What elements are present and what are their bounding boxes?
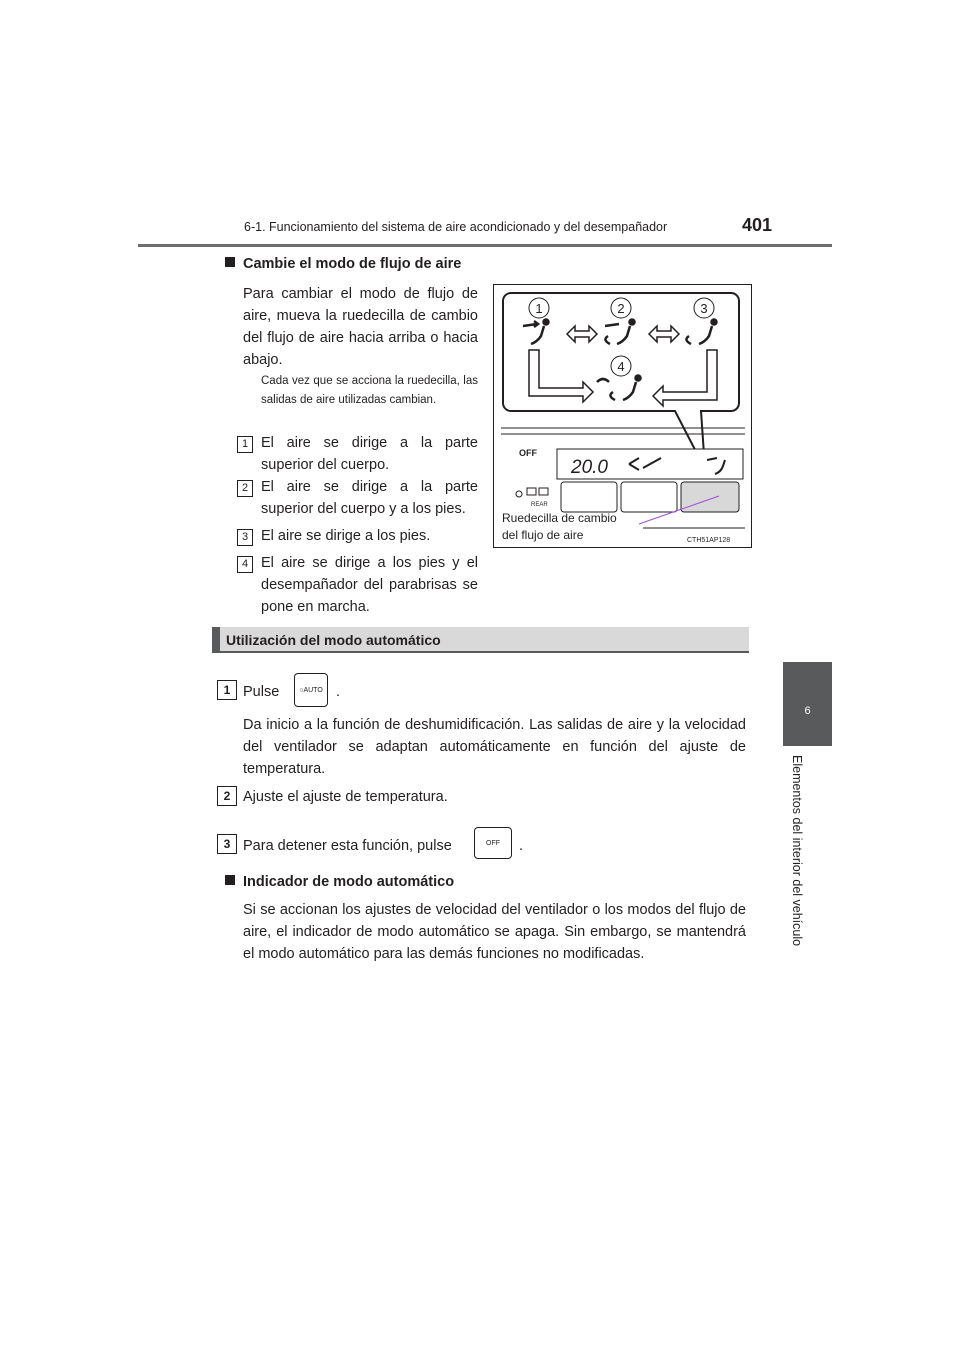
off-button-label: OFF bbox=[486, 839, 500, 847]
item-number-2: 2 bbox=[237, 480, 253, 497]
square-bullet-icon bbox=[225, 875, 235, 885]
airflow-mode-heading bbox=[225, 256, 461, 272]
chapter-label: Elementos del interior del vehículo bbox=[790, 755, 804, 947]
square-bullet-icon bbox=[225, 257, 235, 267]
airflow-mode-note: Cada vez que se acciona la ruedecilla, las salidas de aire utilizadas cambian. bbox=[261, 375, 478, 406]
step-number-3: 3 bbox=[217, 834, 237, 854]
auto-button-label: AUTO bbox=[303, 686, 323, 694]
step-1-description: Da inicio a la función de deshumidificación. Las salidas de aire y la velocidad del ventilador se adaptan automáticamente en función del ajuste de temperatura. bbox=[243, 717, 746, 777]
figure-code: CTH51AP128 bbox=[687, 537, 731, 544]
indicator-paragraph: Si se accionan los ajustes de velocidad del ventilador o los modos del flujo de aire, el indicador de modo automático se apaga. Sin embargo, se mantendrá el modo automático para las demás funciones no modificadas. bbox=[243, 902, 746, 962]
callout-4-label: 4 bbox=[617, 359, 625, 374]
item-text-3: El aire se dirige a los pies. bbox=[261, 528, 431, 544]
step-number-1: 1 bbox=[217, 680, 237, 700]
step-1-text-after: . bbox=[336, 684, 341, 700]
item-text-4: El aire se dirige a los pies y el desempañador del parabrisas se pone en marcha. bbox=[261, 555, 478, 615]
indicator-heading-text: Indicador de modo automático bbox=[243, 874, 455, 890]
callout-2-label: 2 bbox=[617, 301, 625, 316]
temperature-display: 20.0 bbox=[571, 457, 608, 478]
figure-caption-line1: Ruedecilla de cambio bbox=[502, 511, 617, 525]
header-rule bbox=[138, 244, 832, 247]
callout-1-label: 1 bbox=[535, 301, 543, 316]
indicator-heading bbox=[225, 874, 454, 890]
running-header: 6-1. Funcionamiento del sistema de aire acondicionado y del desempañador bbox=[244, 220, 668, 234]
page-number: 401 bbox=[742, 215, 773, 235]
step-number-2: 2 bbox=[217, 786, 237, 806]
item-number-1: 1 bbox=[237, 436, 253, 453]
step-1-text-before: Pulse bbox=[243, 684, 280, 700]
item-text-2: El aire se dirige a la parte superior del cuerpo y a los pies. bbox=[261, 479, 478, 517]
step-3-text-before: Para detener esta función, pulse bbox=[243, 838, 452, 854]
off-label: OFF bbox=[519, 448, 537, 458]
callout-3-label: 3 bbox=[700, 301, 708, 316]
item-number-4: 4 bbox=[237, 556, 253, 573]
section-bar-accent bbox=[212, 627, 220, 653]
off-button-icon bbox=[474, 827, 512, 859]
airflow-mode-paragraph: Para cambiar el modo de flujo de aire, mueva la ruedecilla de cambio del flujo de aire hacia arriba o hacia abajo. bbox=[243, 286, 478, 368]
airflow-mode-heading-text: Cambie el modo de flujo de aire bbox=[243, 256, 462, 272]
section-title-auto-mode: Utilización del modo automático bbox=[226, 632, 441, 648]
figure-caption-line2: del flujo de aire bbox=[502, 528, 584, 542]
chapter-tab bbox=[783, 662, 832, 746]
airflow-figure bbox=[493, 284, 752, 548]
auto-button-icon: ○ AUTO bbox=[294, 673, 328, 707]
item-text-1: El aire se dirige a la parte superior del cuerpo. bbox=[261, 435, 478, 473]
step-3-text-after: . bbox=[519, 838, 524, 854]
item-number-3: 3 bbox=[237, 529, 253, 546]
chapter-number: 6 bbox=[804, 705, 811, 717]
step-2-text: Ajuste el ajuste de temperatura. bbox=[243, 789, 448, 805]
rear-label: REAR bbox=[531, 502, 548, 508]
